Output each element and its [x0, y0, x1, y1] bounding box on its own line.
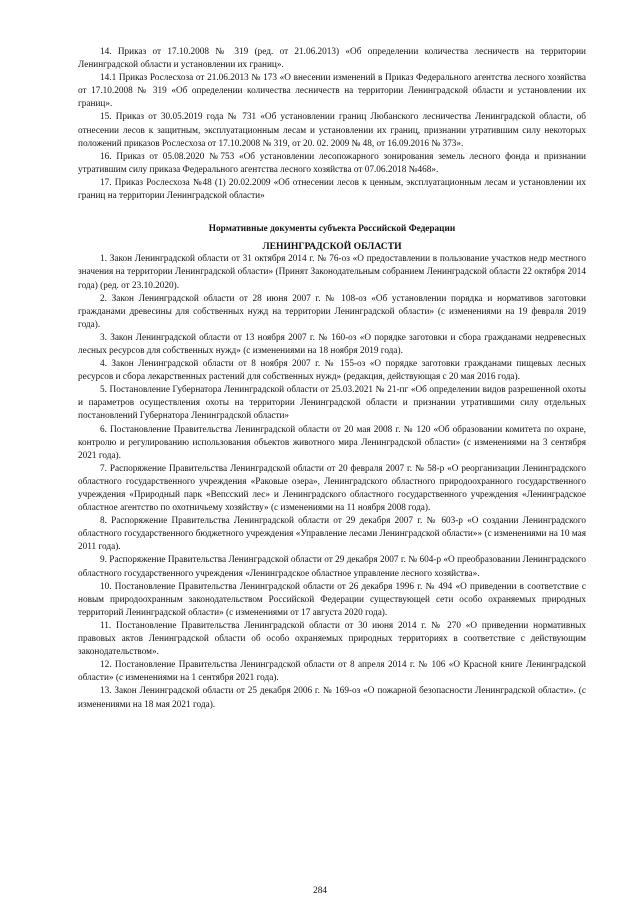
- list-item: 10. Постановление Правительства Ленинградской области от 26 декабря 1996 г. № 494 «О приведении в соответствие с новым природоохранным законодательством Российской Федерации существующей сети особо охраняемых природных территорий Ленинградской области» (с изменениями от 17 августа 2020 года).: [78, 581, 586, 618]
- list-item: 8. Распоряжение Правительства Ленинградской области от 29 декабря 2007 г. № 603-р «О создании Ленинградского областного государственного бюджетного учреждения «Управление лесами Ленинградской области»» (с изменениями на 10 мая 2011 года).: [78, 516, 586, 553]
- list-item: 11. Постановление Правительства Ленинградской области от 30 июня 2014 г. № 270 «О приведении нормативных правовых актов Ленинградской области об особо охраняемых природных территориях в соответствие с действующим законодательством».: [78, 620, 586, 658]
- page-number: 284: [313, 886, 327, 896]
- document-page: [78, 46, 586, 712]
- list-item: 14. Приказ от 17.10.2008 № 319 (ред. от 21.06.2013) «Об определении количества лесничеств на территории Ленинградской области и установлении их границ».: [78, 47, 586, 71]
- region-title: ЛЕНИНГРАДСКОЙ ОБЛАСТИ: [262, 241, 402, 253]
- section-title: Нормативные документы субъекта Российской Федерации: [208, 224, 456, 235]
- list-item: 16. Приказ от 05.08.2020 №753 «Об установлении лесопожарного зонирования земель лесного фонда и признании утратившим силу приказа Федерального агентства лесного хозяйства от 07.06.2018 №468».: [78, 151, 586, 175]
- list-item: 7. Распоряжение Правительства Ленинградской области от 20 февраля 2007 г. № 58-р «О реорганизации Ленинградского областного государственного учреждения «Раковые озера», Ленинградского областного природоохранного государственного учреждения «Природный парк «Вепсский лес» и Ленинградского областного государственного учреждения «Ленинградское областное агентство по охотничьему хозяйству» (с изменениями на 11 ноября 2008 года).: [78, 463, 586, 514]
- list-item: 13. Закон Ленинградской области от 25 декабря 2006 г. № 169-оз «О пожарной безопасности Ленинградской области». (с изменениями на 18 мая 2021 года).: [78, 686, 586, 710]
- list-item: 15. Приказ от 30.05.2019 года № 731 «Об установлении границ Любанского лесничества Ленинградской области, об отнесении лесов к защитным, эксплуатационным лесам и установлении их границ, признании утратившим силу некоторых положений приказов Рослесхоза от 17.10.2008 № 319, от 20. 02. 2009 № 48, от 16.09.2016 № 373».: [78, 112, 586, 149]
- list-item: 12. Постановление Правительства Ленинградской области от 8 апреля 2014 г. № 106 «О Красной книге Ленинградской области» (с изменениями на 1 сентября 2021 года).: [78, 660, 586, 684]
- list-item: 9. Распоряжение Правительства Ленинградской области от 29 декабря 2007 г. № 604-р «О преобразовании Ленинградского областного государственного учреждения «Ленинградское областное управление лесного хозяйства».: [78, 555, 586, 579]
- section-gap: [78, 203, 586, 223]
- list-item: 3. Закон Ленинградской области от 13 ноября 2007 г. № 160-оз «О порядке заготовки и сбора гражданами недревесных лесных ресурсов для собственных нужд» (с изменениями на 18 ноября 2019 года).: [78, 332, 586, 356]
- list-item: 2. Закон Ленинградской области от 28 июня 2007 г. № 108-оз «Об установлении порядка и нормативов заготовки гражданами древесины для собственных нужд на территории Ленинградской области» (с изменениями на 19 февраля 2019 года).: [78, 293, 586, 330]
- list-item: 4. Закон Ленинградской области от 8 ноября 2007 г. № 155-оз «О порядке заготовки гражданами пищевых лесных ресурсов и сбора лекарственных растений для собственных нужд» (редакция, действующая с 20 мая 2016 года).: [78, 359, 586, 383]
- list-item: 5. Постановление Губернатора Ленинградской области от 25.03.2021 № 21-пг «Об определении видов разрешенной охоты и параметров осуществления охоты на территории Ленинградской области и признании утратившими силу отдельных постановлений Губернатора Ленинградской области»: [78, 385, 586, 422]
- list-item: 17. Приказ Рослесхоза №48 (1) 20.02.2009 «Об отнесении лесов к ценным, эксплуатационным лесам и установлении их границ на территории Ленинградской области»: [78, 177, 586, 202]
- list-item: 1. Закон Ленинградской области от 31 октября 2014 г. № 76-оз «О предоставлении в пользование участков недр местного значения на территории Ленинградской области» (Принят Законодательным собранием Ленинградской области 22 октября 2014 года) (ред. от 23.10.2020).: [78, 254, 586, 291]
- list-item: 6. Постановление Правительства Ленинградской области от 20 мая 2008 г. № 120 «Об образовании комитета по охране, контролю и регулированию использования объектов животного мира Ленинградской области» (с изменениями на 3 сентября 2021 года).: [78, 424, 586, 461]
- list-item: 14.1 Приказ Рослесхоза от 21.06.2013 № 173 «О внесении изменений в Приказ Федерального агентства лесного хозяйства от 17.10.2008 № 319 «Об определении количества лесничеств на территории Ленинградской области и установлении их границ».: [78, 73, 586, 110]
